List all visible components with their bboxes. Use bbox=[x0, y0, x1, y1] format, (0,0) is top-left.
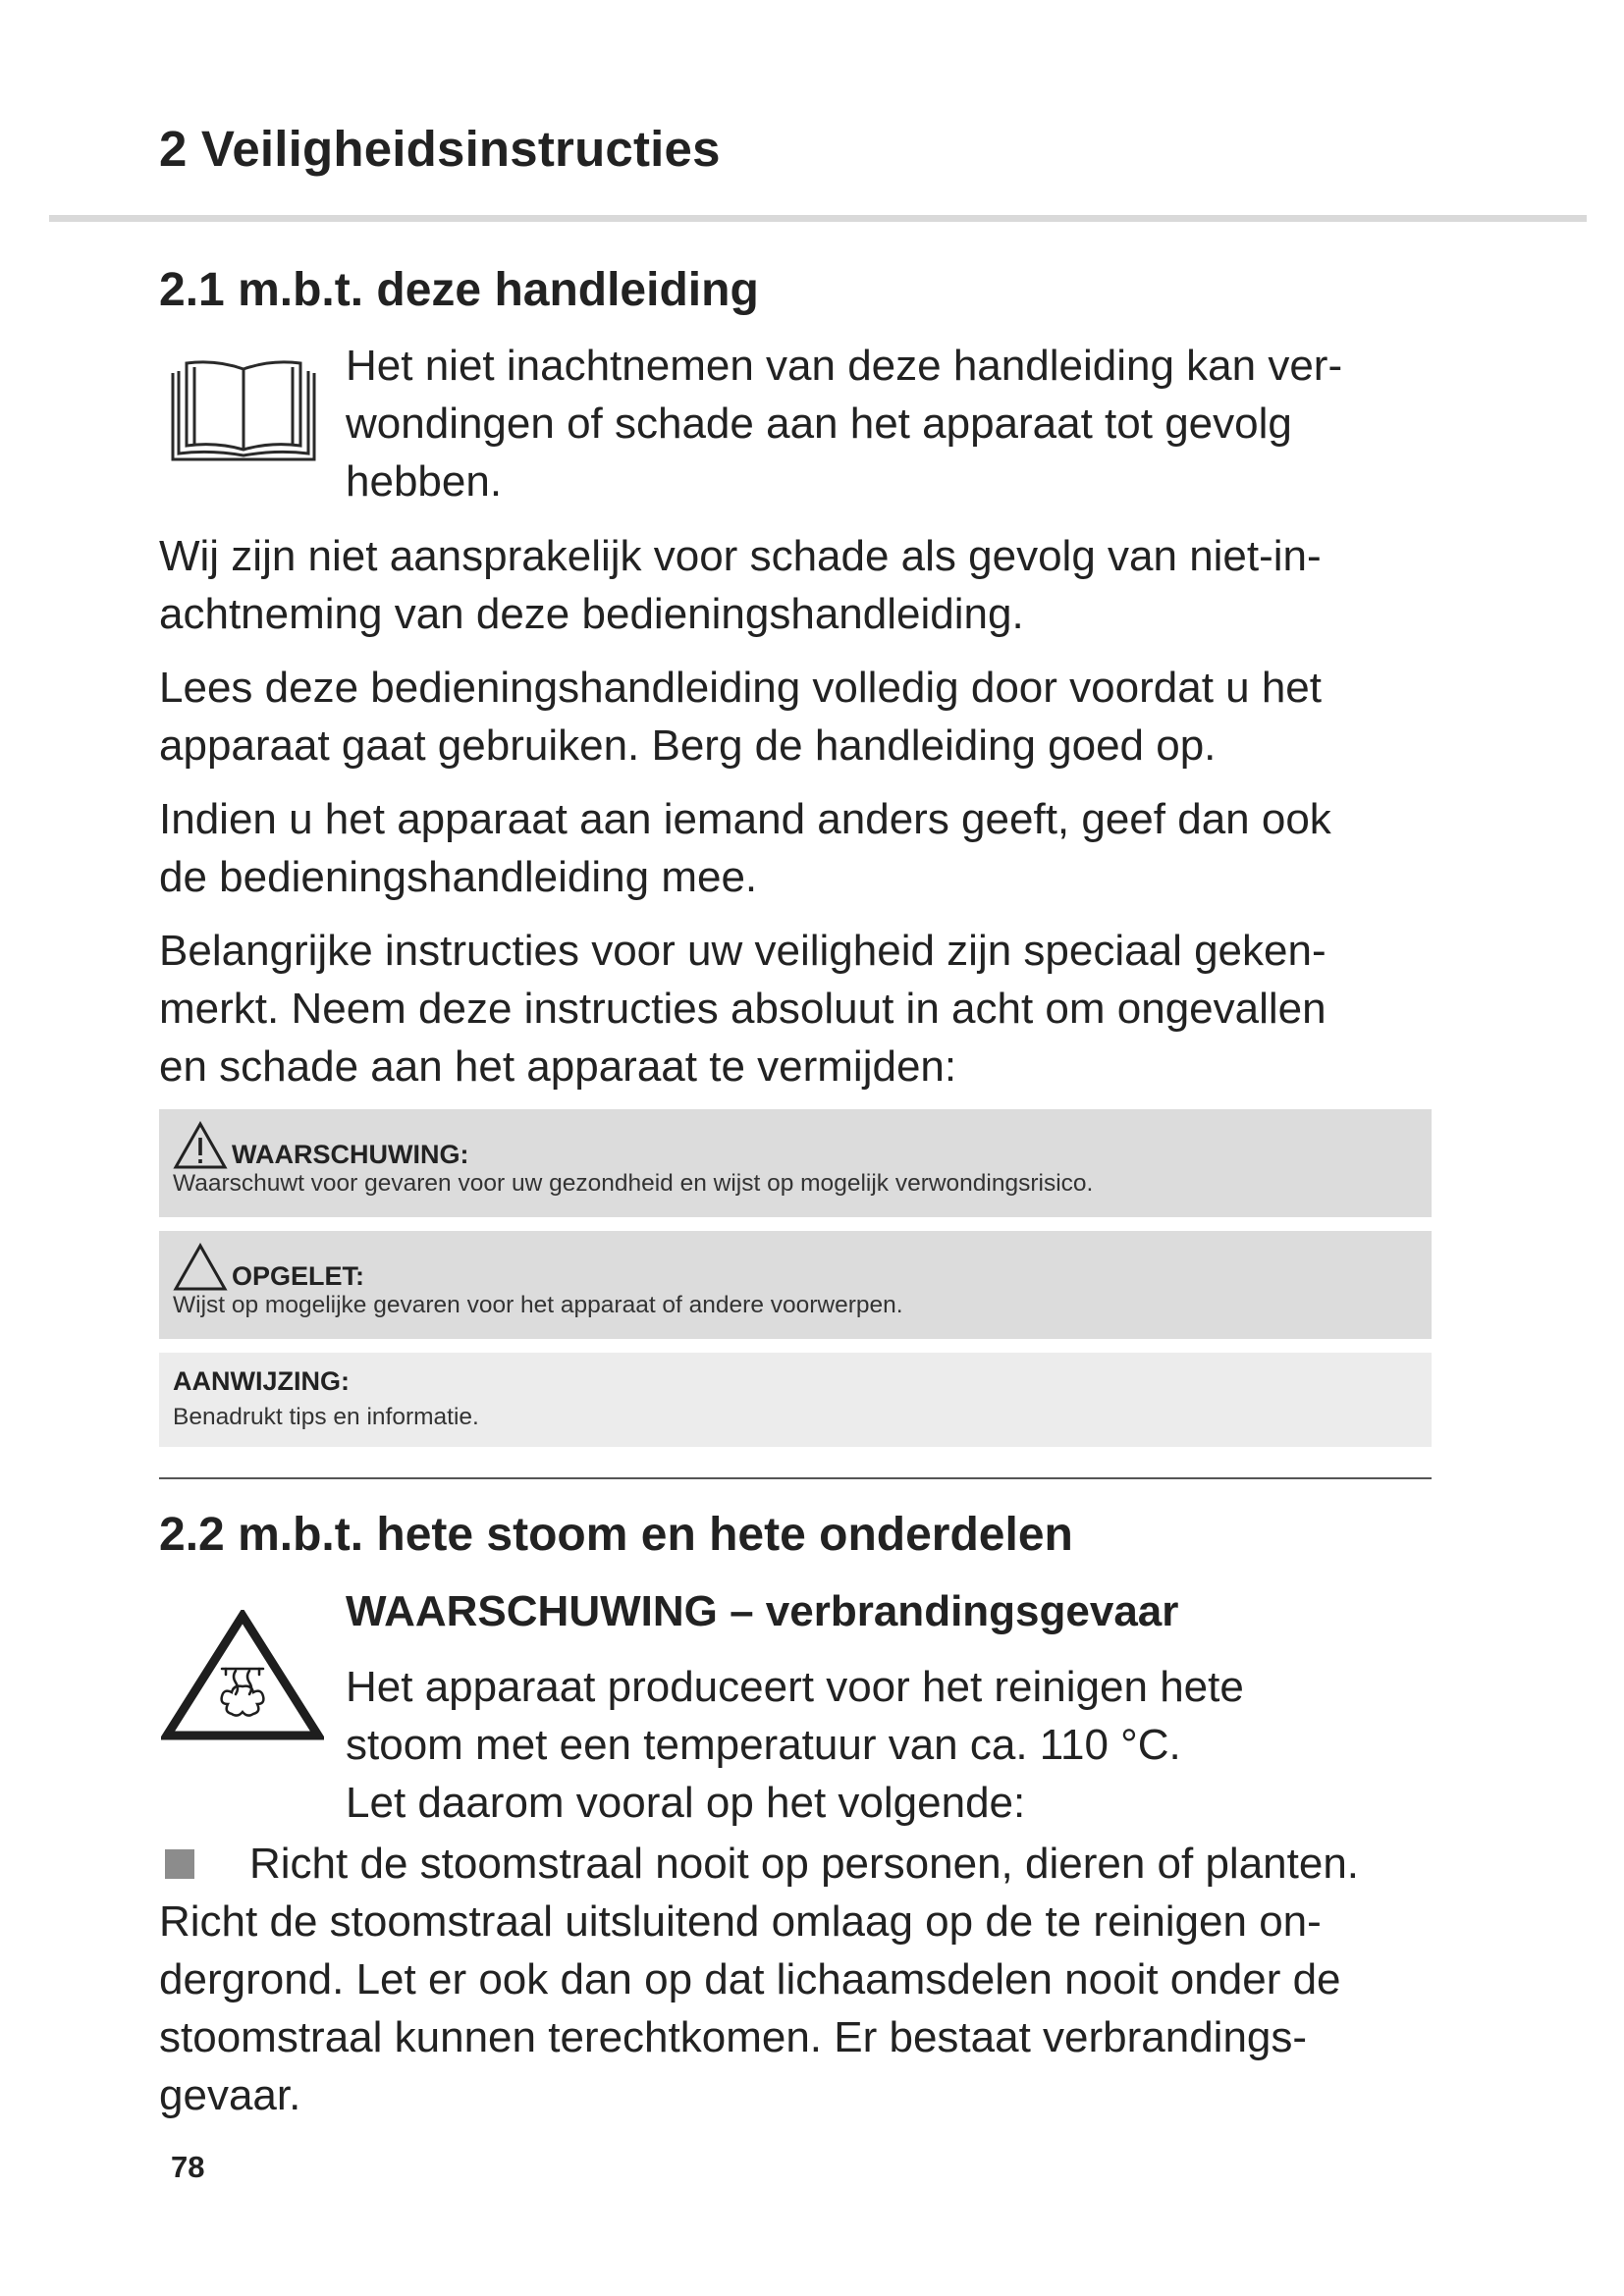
paragraph-important bbox=[159, 922, 1435, 1095]
hot-steam-intro-line: stoom met een temperatuur van ca. 110 °C. bbox=[346, 1721, 1181, 1769]
book-icon bbox=[165, 357, 322, 470]
notice-hint bbox=[159, 1353, 1432, 1447]
paragraph-liability bbox=[159, 527, 1435, 643]
chapter-divider bbox=[49, 215, 1587, 222]
manual-intro-line: wondingen of schade aan het apparaat tot gevolg bbox=[346, 400, 1292, 448]
paragraph-line: merkt. Neem deze instructies absoluut in acht om ongevallen bbox=[159, 985, 1326, 1033]
bullet-continuation-line: Richt de stoomstraal uitsluitend omlaag op de te reinigen on- bbox=[159, 1897, 1322, 1946]
bullet-continuation-line: dergrond. Let er ook dan op dat lichaamsdelen nooit onder de bbox=[159, 1955, 1341, 2003]
paragraph-pass-on bbox=[159, 790, 1435, 906]
bullet-continuation-line: stoomstraal kunnen terechtkomen. Er bestaat verbrandings- bbox=[159, 2013, 1308, 2061]
notice-warning-title bbox=[173, 1121, 468, 1170]
paragraph-line: Lees deze bedieningshandleiding volledig door voordat u het bbox=[159, 664, 1323, 712]
caution-triangle-icon bbox=[173, 1243, 228, 1292]
notice-warning bbox=[159, 1109, 1432, 1217]
paragraph-line: Indien u het apparaat aan iemand anders geeft, geef dan ook bbox=[159, 795, 1331, 843]
notice-warning-text: Waarschuwt voor gevaren voor uw gezondheid en wijst op mogelijk verwondingsrisico. bbox=[173, 1170, 1094, 1197]
manual-intro bbox=[346, 337, 1432, 510]
notice-hint-text: Benadrukt tips en informatie. bbox=[173, 1404, 479, 1430]
hot-steam-intro bbox=[346, 1658, 1432, 1832]
section-title-hot-steam: 2.2 m.b.t. hete stoom en hete onderdelen bbox=[159, 1509, 1073, 1561]
paragraph-line: apparaat gaat gebruiken. Berg de handleiding goed op. bbox=[159, 721, 1217, 770]
notice-caution-text: Wijst op mogelijke gevaren voor het apparaat of andere voorwerpen. bbox=[173, 1292, 903, 1318]
paragraph-line: Belangrijke instructies voor uw veiligheid zijn speciaal geken- bbox=[159, 927, 1326, 975]
bullet-continuation-line: gevaar. bbox=[159, 2071, 301, 2119]
paragraph-read-manual bbox=[159, 659, 1435, 774]
manual-intro-line: hebben. bbox=[346, 457, 503, 506]
paragraph-line: de bedieningshandleiding mee. bbox=[159, 853, 758, 901]
section-title-manual: 2.1 m.b.t. deze handleiding bbox=[159, 264, 759, 316]
chapter-title: 2 Veiligheidsinstructies bbox=[159, 121, 721, 177]
hot-steam-intro-line: Het apparaat produceert voor het reinigen hete bbox=[346, 1663, 1244, 1711]
notice-caution-label: OPGELET: bbox=[232, 1261, 365, 1291]
manual-intro-line: Het niet inachtnemen van deze handleiding kan ver- bbox=[346, 342, 1343, 390]
bullet-item: Richt de stoomstraal nooit op personen, dieren of planten. bbox=[249, 1840, 1360, 1888]
paragraph-line: achtneming van deze bedieningshandleiding. bbox=[159, 590, 1024, 638]
notice-hint-title bbox=[173, 1366, 350, 1397]
bullet-marker bbox=[165, 1849, 194, 1879]
warning-triangle-icon bbox=[173, 1121, 228, 1170]
bullet-continuation bbox=[159, 1893, 1435, 2124]
burn-warning-heading: WAARSCHUWING – verbrandingsgevaar bbox=[346, 1587, 1179, 1635]
notice-hint-label: AANWIJZING: bbox=[173, 1366, 350, 1396]
notice-caution bbox=[159, 1231, 1432, 1339]
paragraph-line: Wij zijn niet aansprakelijk voor schade als gevolg van niet-in- bbox=[159, 532, 1322, 580]
paragraph-line: en schade aan het apparaat te vermijden: bbox=[159, 1042, 957, 1091]
notice-warning-label: WAARSCHUWING: bbox=[232, 1140, 469, 1169]
page-number: 78 bbox=[171, 2150, 205, 2184]
section-divider bbox=[159, 1477, 1432, 1479]
hot-steam-intro-line: Let daarom vooral op het volgende: bbox=[346, 1779, 1026, 1827]
notice-caution-title bbox=[173, 1243, 364, 1292]
hot-steam-warning-icon bbox=[161, 1610, 324, 1748]
